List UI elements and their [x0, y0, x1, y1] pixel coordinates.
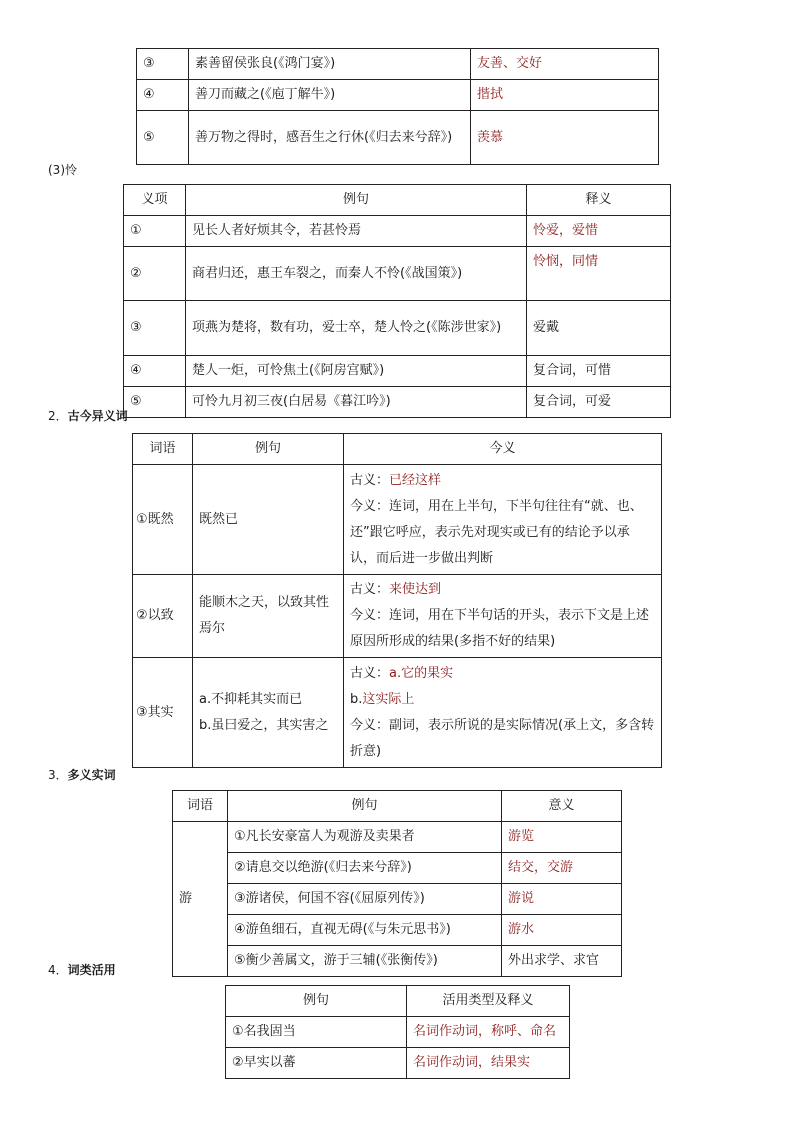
- ancient-value: 已经这样: [389, 472, 442, 488]
- row-number: ④: [137, 80, 189, 111]
- example-cell: ⑤衡少善属文，游于三辅(《张衡传》): [228, 946, 502, 977]
- table-row: [137, 49, 659, 80]
- ancient-label: 古义：: [350, 582, 390, 597]
- ancient-label: 古义：: [350, 665, 390, 681]
- column-header: 例句: [228, 791, 502, 822]
- type-cell: 名词作动词，称呼、命名: [407, 1017, 570, 1048]
- column-header: 义项: [124, 185, 186, 216]
- modern-meaning: 今义：连词，用在上半句，下半句往往有“就、也、还”跟它呼应，表示先对现实或已有的结论予以承认，而后进一步做出判断: [350, 498, 643, 566]
- example-cell: 楚人一炬，可怜焦土(《阿房宫赋》): [186, 356, 527, 387]
- word-cell: ②以致: [133, 575, 193, 658]
- example-a: a.不抑耗其实而已: [199, 691, 303, 707]
- table-row: [226, 1048, 570, 1079]
- meaning-cell: 爱戴: [527, 301, 671, 356]
- ancient-value: 来使达到: [389, 582, 442, 597]
- table-gujin: [132, 433, 662, 768]
- column-header: 例句: [226, 986, 407, 1017]
- table-row: [137, 80, 659, 111]
- meaning-cell: 游览: [502, 822, 622, 853]
- ancient-prefix-b: b.: [350, 691, 363, 707]
- row-number: ③: [137, 49, 189, 80]
- ancient-meaning-a: [350, 661, 655, 687]
- table-row: [173, 915, 622, 946]
- ancient-meaning: [350, 468, 655, 494]
- meaning-cell: 怜悯，同情: [527, 247, 671, 301]
- definition-cell: [344, 575, 662, 658]
- ancient-value-a: a.它的果实: [389, 665, 454, 681]
- example-cell: 商君归还，惠王车裂之，而秦人不怜(《战国策》): [186, 247, 527, 301]
- section-title: 古今异义词: [67, 409, 128, 423]
- table-row: [133, 575, 662, 658]
- example-cell: 既然已: [193, 465, 344, 575]
- meaning-cell: 友善、交好: [471, 49, 659, 80]
- meaning-cell: 怜爱，爱惜: [527, 216, 671, 247]
- example-b: b.虽曰爱之，其实害之: [199, 717, 329, 733]
- section-heading-gujin: [48, 408, 128, 424]
- meaning-cell: 外出求学、求官: [502, 946, 622, 977]
- section-number: 3．: [48, 768, 68, 782]
- table-header-row: [226, 986, 570, 1017]
- ancient-label: 古义：: [350, 472, 390, 488]
- meaning-cell: 复合词，可惜: [527, 356, 671, 387]
- table-row: [133, 658, 662, 768]
- example-cell: 项燕为楚将，数有功，爱士卒，楚人怜之(《陈涉世家》): [186, 301, 527, 356]
- table-row: [133, 465, 662, 575]
- table-row: [137, 111, 659, 165]
- row-number: ①: [124, 216, 186, 247]
- column-header: 今义: [344, 434, 662, 465]
- column-header: 意义: [502, 791, 622, 822]
- column-header: 词语: [173, 791, 228, 822]
- meaning-cell: 结交，交游: [502, 853, 622, 884]
- table-duoyi: [172, 790, 622, 977]
- table-row: [124, 301, 671, 356]
- table-row: [226, 1017, 570, 1048]
- section-heading-lian: [48, 162, 77, 178]
- example-cell: ①名我固当: [226, 1017, 407, 1048]
- row-number: ⑤: [137, 111, 189, 165]
- meaning-cell: 复合词，可爱: [527, 387, 671, 418]
- column-header: 词语: [133, 434, 193, 465]
- example-cell: 见长人者好烦其令，若甚怜焉: [186, 216, 527, 247]
- ancient-value-b: 这实际上: [362, 691, 415, 707]
- section-number: 4．: [48, 963, 68, 977]
- row-number: ④: [124, 356, 186, 387]
- table-row: [173, 822, 622, 853]
- definition-cell: [344, 465, 662, 575]
- word-cell: ③其实: [133, 658, 193, 768]
- example-cell: ①凡长安豪富人为观游及卖果者: [228, 822, 502, 853]
- example-cell: 善刀而藏之(《庖丁解牛》): [189, 80, 471, 111]
- example-cell: ③游诸侯，何国不容(《屈原列传》): [228, 884, 502, 915]
- column-header: 例句: [186, 185, 527, 216]
- table-header-row: [124, 185, 671, 216]
- table-row: [173, 884, 622, 915]
- ancient-meaning: [350, 577, 655, 603]
- row-number: ⑤: [124, 387, 186, 418]
- word-cell: ①既然: [133, 465, 193, 575]
- table-row: [124, 356, 671, 387]
- modern-meaning: 今义：副词，表示所说的是实际情况(承上文，多含转折意): [350, 717, 655, 759]
- section-title: 多义实词: [67, 768, 116, 782]
- column-header: 释义: [527, 185, 671, 216]
- type-cell: 名词作动词，结果实: [407, 1048, 570, 1079]
- table-huoyong: [225, 985, 570, 1079]
- section-heading-huoyong: [48, 962, 116, 978]
- example-cell: 能顺木之天，以致其性焉尔: [193, 575, 344, 658]
- meaning-cell: 羡慕: [471, 111, 659, 165]
- meaning-cell: 游水: [502, 915, 622, 946]
- example-cell: ④游鱼细石，直视无碍(《与朱元思书》): [228, 915, 502, 946]
- meaning-cell: 游说: [502, 884, 622, 915]
- example-cell: ②早实以蕃: [226, 1048, 407, 1079]
- column-header: 活用类型及释义: [407, 986, 570, 1017]
- section-heading-duoyi: [48, 767, 116, 783]
- section-title: (3)怜: [48, 163, 77, 177]
- table-lian: [123, 184, 671, 418]
- example-cell: [193, 658, 344, 768]
- section-title: 词类活用: [67, 963, 116, 977]
- example-cell: 善万物之得时，感吾生之行休(《归去来兮辞》): [189, 111, 471, 165]
- ancient-meaning-b: [350, 687, 655, 713]
- row-number: ②: [124, 247, 186, 301]
- definition-cell: [344, 658, 662, 768]
- word-cell: 游: [173, 822, 228, 977]
- section-number: 2．: [48, 409, 68, 423]
- example-cell: ②请息交以绝游(《归去来兮辞》): [228, 853, 502, 884]
- modern-meaning: 今义：连词，用在下半句话的开头，表示下文是上述原因所形成的结果(多指不好的结果): [350, 608, 650, 649]
- row-number: ③: [124, 301, 186, 356]
- table-row: [124, 247, 671, 301]
- example-cell: 可怜九月初三夜(白居易《暮江吟》): [186, 387, 527, 418]
- table-row: [124, 216, 671, 247]
- table-header-row: [133, 434, 662, 465]
- table-row: [173, 946, 622, 977]
- meaning-cell: 揩拭: [471, 80, 659, 111]
- table-row: [124, 387, 671, 418]
- table-shan: [136, 48, 659, 165]
- example-cell: 素善留侯张良(《鸿门宴》): [189, 49, 471, 80]
- table-header-row: [173, 791, 622, 822]
- column-header: 例句: [193, 434, 344, 465]
- table-row: [173, 853, 622, 884]
